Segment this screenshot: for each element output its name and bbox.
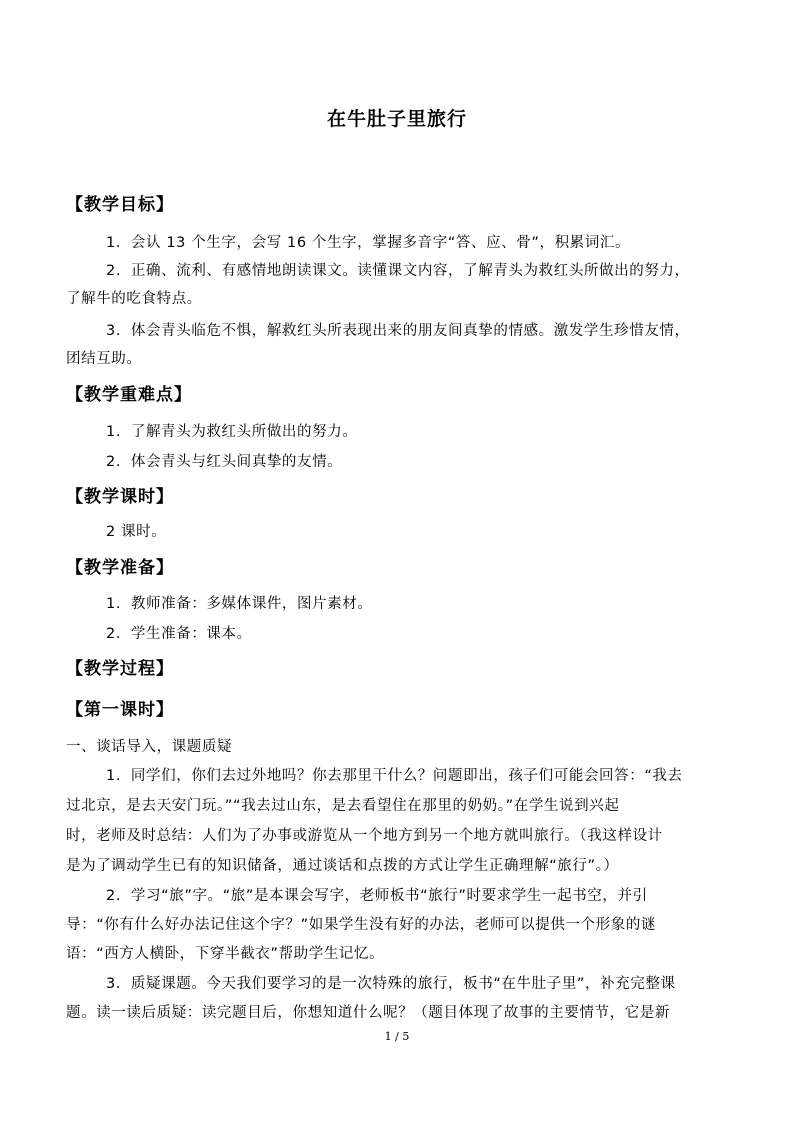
lesson-1-item-1-line-4: 是为了调动学生已有的知识储备，通过谈话和点拨的方式让学生正确理解“旅行”。） [66, 858, 619, 874]
lesson-1-heading: 【第一课时】 [66, 700, 174, 720]
lesson-1-subheading: 一、谈话导入，课题质疑 [66, 739, 233, 755]
page-number: 1 / 5 [384, 1030, 410, 1043]
lesson-1-item-3-line-2: 题。读一读后质疑：读完题目后，你想知道什么呢？（题目体现了故事的主要情节，它是新 [66, 1005, 670, 1021]
goals-heading: 【教学目标】 [66, 195, 174, 215]
class-hours-text: 2 课时。 [106, 524, 167, 540]
preparation-item-1: 1．教师准备：多媒体课件，图片素材。 [106, 596, 373, 612]
preparation-heading: 【教学准备】 [66, 558, 174, 578]
key-points-heading: 【教学重难点】 [66, 385, 192, 405]
goals-item-3-line-1: 3．体会青头临危不惧，解救红头所表现出来的朋友间真挚的情感。激发学生珍惜友情， [106, 323, 690, 339]
process-heading: 【教学过程】 [66, 659, 174, 679]
key-points-item-1: 1．了解青头为救红头所做出的努力。 [106, 424, 358, 440]
lesson-1-item-2-line-3: 语：“西方人横卧，下穿半截衣”帮助学生记忆。 [66, 946, 385, 962]
goals-item-1: 1．会认 13 个生字，会写 16 个生字，掌握多音字“答、应、骨”，积累词汇。 [106, 235, 631, 251]
lesson-1-item-1-line-2: 过北京，是去天安门玩。”“我去过山东，是去看望住在那里的奶奶。”在学生说到兴起 [66, 798, 620, 814]
lesson-1-item-1-line-3: 时，老师及时总结：人们为了办事或游览从一个地方到另一个地方就叫旅行。（我这样设计 [66, 828, 663, 844]
lesson-1-item-3-line-1: 3．质疑课题。今天我们要学习的是一次特殊的旅行，板书“在牛肚子里”，补充完整课 [106, 976, 676, 992]
lesson-1-item-2-line-1: 2．学习“旅”字。“旅”是本课会写字，老师板书“旅行”时要求学生一起书空，并引 [106, 888, 648, 904]
goals-item-3-line-2: 团结互助。 [66, 351, 142, 367]
key-points-item-2: 2．体会青头与红头间真挚的友情。 [106, 454, 343, 470]
preparation-item-2: 2．学生准备：课本。 [106, 626, 252, 642]
class-hours-heading: 【教学课时】 [66, 487, 174, 507]
page-title: 在牛肚子里旅行 [326, 108, 467, 130]
lesson-1-item-2-line-2: 导：“你有什么好办法记住这个字？”如果学生没有好的办法，老师可以提供一个形象的谜 [66, 917, 657, 933]
goals-item-2-line-2: 了解牛的吃食特点。 [66, 291, 202, 307]
lesson-1-item-1-line-1: 1．同学们，你们去过外地吗？你去那里干什么？问题即出，孩子们可能会回答：“我去 [106, 768, 683, 784]
goals-item-2-line-1: 2．正确、流利、有感情地朗读课文。读懂课文内容，了解青头为救红头所做出的努力， [106, 263, 690, 279]
